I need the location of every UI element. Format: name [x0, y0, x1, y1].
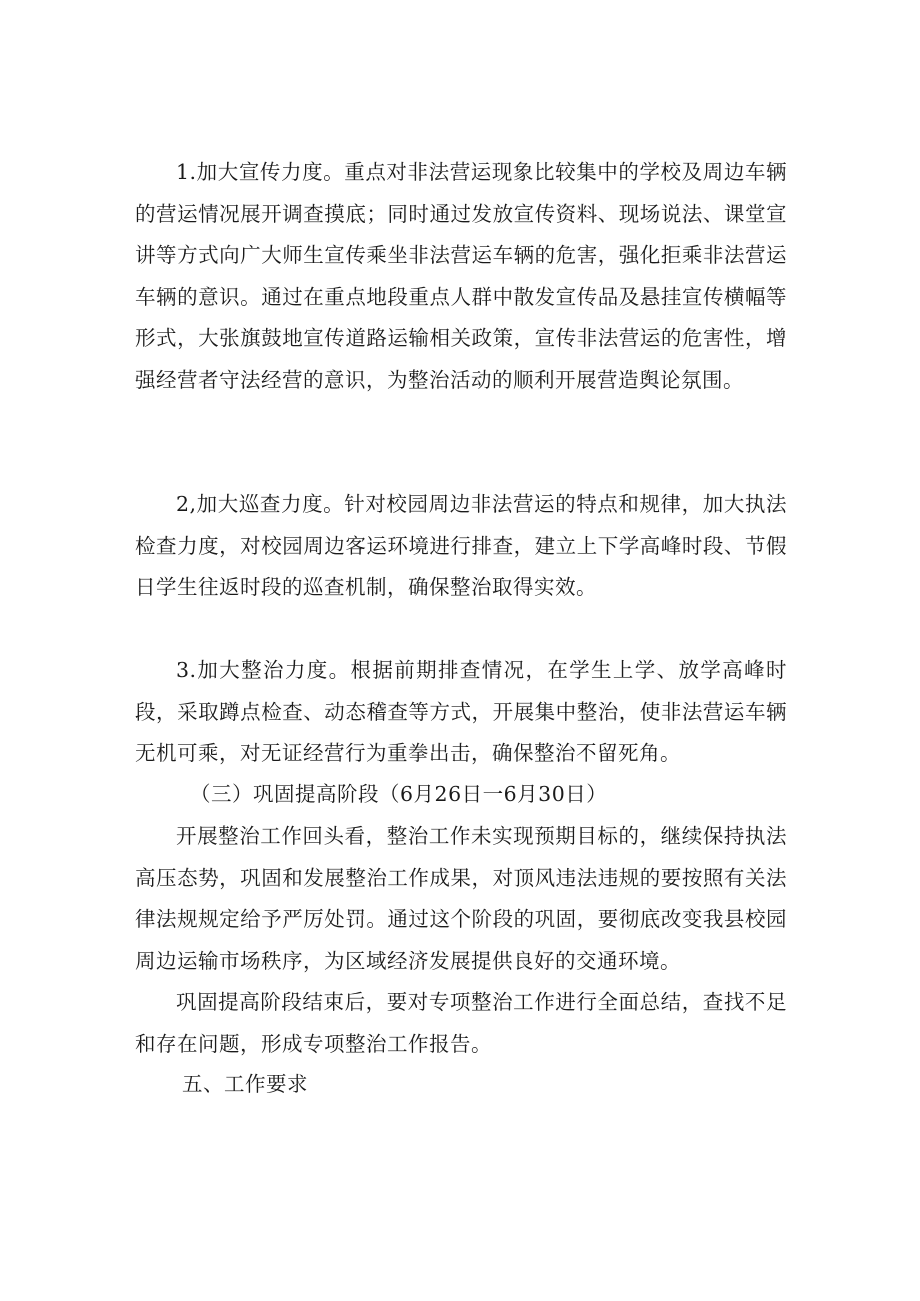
paragraph-summary: 巩固提高阶段结束后，要对专项整治工作进行全面总结，查找不足和存在问题，形成专项整治工作报告。 — [135, 990, 787, 1056]
paragraph-publicity: 1.加大宣传力度。重点对非法营运现象比较集中的学校及周边车辆的营运情况展开调查摸底；同时通过发放宣传资料、现场说法、课堂宣讲等方式向广大师生宣传乘坐非法营运车辆的危害，强化拒乘非法营运车辆的意识。通过在重点地段重点人群中散发宣传品及悬挂宣传横幅等形式，大张旗鼓地宣传道路运输相关政策，宣传非法营运的危害性，增强经营者守法经营的意识，为整治活动的顺利开展营造舆论氛围。 — [135, 160, 787, 392]
paragraph-patrol: 2,加大巡查力度。针对校园周边非法营运的特点和规律，加大执法检查力度，对校园周边客运环境进行排查，建立上下学高峰时段、节假日学生往返时段的巡查机制，确保整治取得实效。 — [135, 492, 787, 599]
paragraph-review: 开展整治工作回头看，整治工作未实现预期目标的，继续保持执法高压态势，巩固和发展整治工作成果，对顶风违法违规的要按照有关法律法规规定给予严厉处罚。通过这个阶段的巩固，要彻底改变我县校园周边运输市场秩序，为区域经济发展提供良好的交通环境。 — [135, 824, 787, 973]
paragraph-rectification: 3.加大整治力度。根据前期排查情况，在学生上学、放学高峰时段，采取蹲点检查、动态稽查等方式，开展集中整治，使非法营运车辆无机可乘，对无证经营行为重拳出击，确保整治不留死角。 — [135, 658, 787, 765]
section-heading-requirements: 五、工作要求 — [182, 1072, 308, 1096]
section-heading-consolidation: （三）巩固提高阶段（6月26日一6月30日） — [190, 782, 608, 806]
